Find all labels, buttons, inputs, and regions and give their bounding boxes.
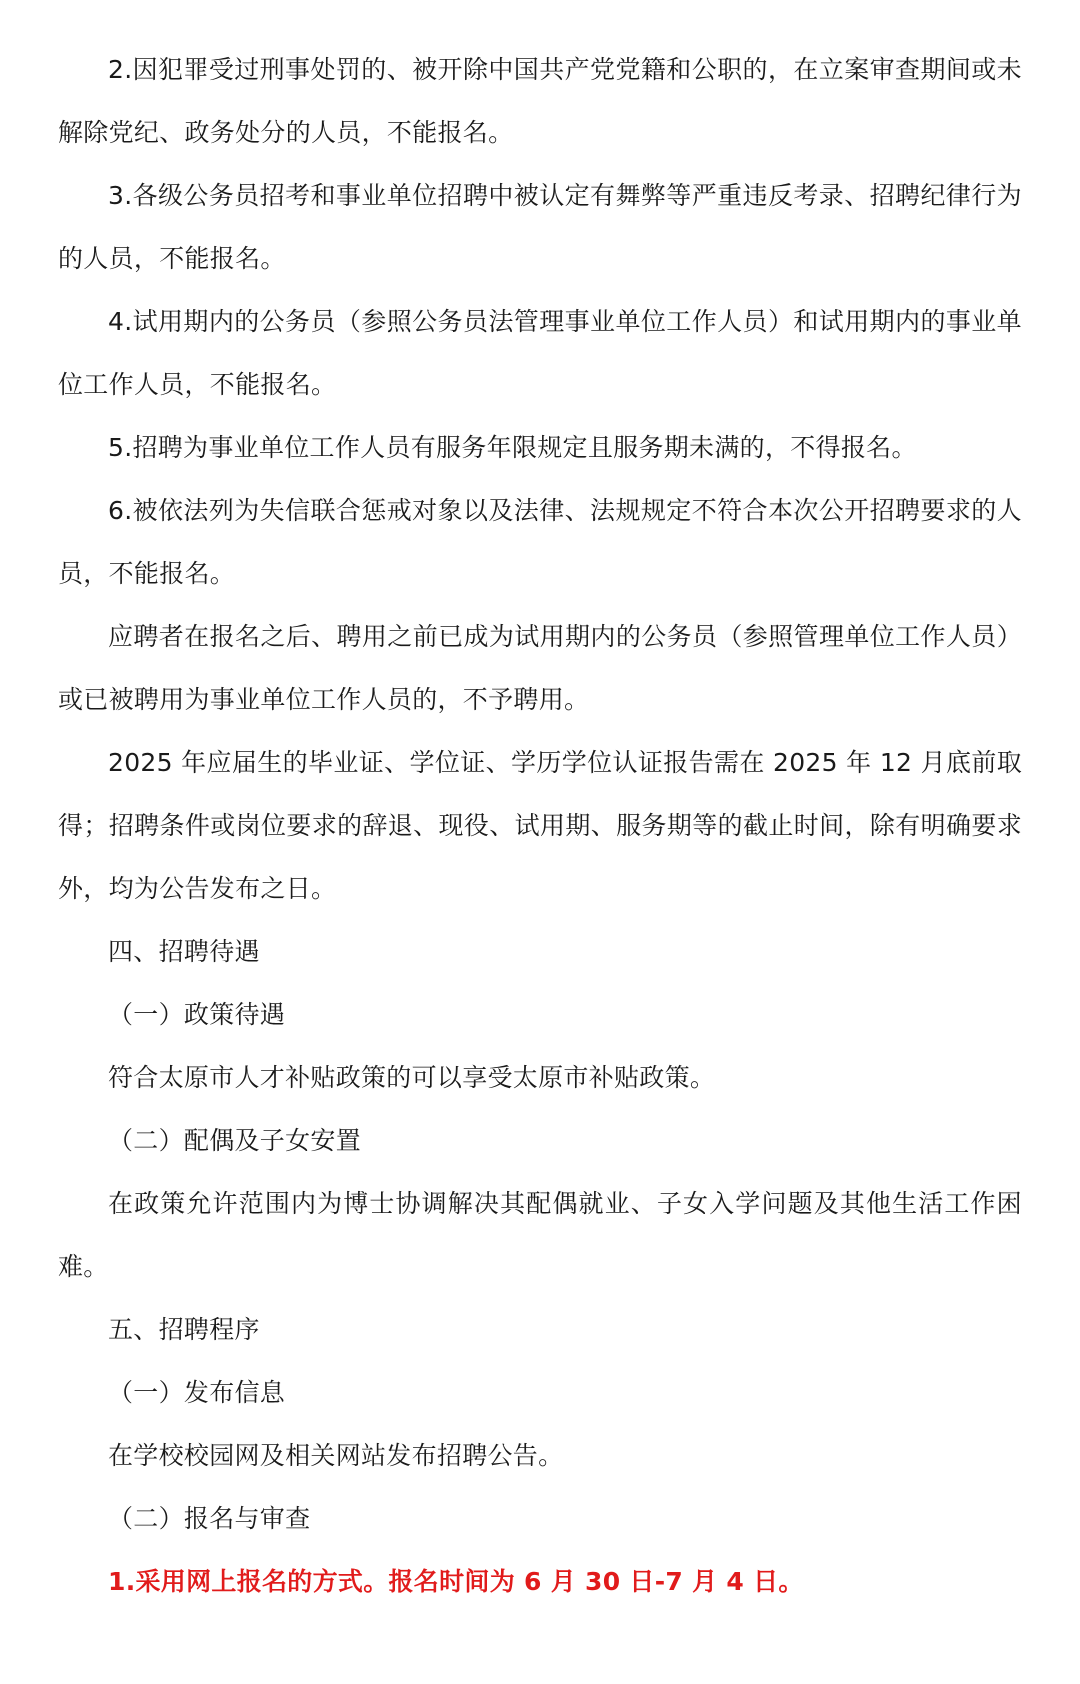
sub-heading-spouse: （二）配偶及子女安置	[108, 1126, 362, 1155]
paragraph-item-2: 2.因犯罪受过刑事处罚的、被开除中国共产党党籍和公职的，在立案审查期间或未解除党纪、政务处分的人员，不能报名。	[58, 55, 1022, 147]
paragraph-item-4: 4.试用期内的公务员（参照公务员法管理事业单位工作人员）和试用期内的事业单位工作人员，不能报名。	[58, 307, 1022, 399]
paragraph-registration-highlight: 1.采用网上报名的方式。报名时间为 6 月 30 日-7 月 4 日。	[108, 1567, 804, 1596]
paragraph-publish: 在学校校园网及相关网站发布招聘公告。	[108, 1441, 564, 1470]
paragraph-item-6: 6.被依法列为失信联合惩戒对象以及法律、法规规定不符合本次公开招聘要求的人员，不能报名。	[58, 496, 1022, 588]
section-heading-treatment: 四、招聘待遇	[108, 937, 260, 966]
sub-heading-registration: （二）报名与审查	[108, 1504, 311, 1533]
section-heading-procedure: 五、招聘程序	[108, 1315, 260, 1344]
paragraph-item-3: 3.各级公务员招考和事业单位招聘中被认定有舞弊等严重违反考录、招聘纪律行为的人员，不能报名。	[58, 181, 1022, 273]
sub-heading-policy: （一）政策待遇	[108, 1000, 286, 1029]
paragraph-policy: 符合太原市人才补贴政策的可以享受太原市补贴政策。	[108, 1063, 716, 1092]
paragraph-applicant-note: 应聘者在报名之后、聘用之前已成为试用期内的公务员（参照管理单位工作人员）或已被聘用为事业单位工作人员的，不予聘用。	[58, 622, 1022, 714]
paragraph-spouse: 在政策允许范围内为博士协调解决其配偶就业、子女入学问题及其他生活工作困难。	[58, 1189, 1022, 1281]
paragraph-item-5: 5.招聘为事业单位工作人员有服务年限规定且服务期未满的，不得报名。	[108, 433, 917, 462]
sub-heading-publish: （一）发布信息	[108, 1378, 286, 1407]
paragraph-graduate-note: 2025 年应届生的毕业证、学位证、学历学位认证报告需在 2025 年 12 月底前取得；招聘条件或岗位要求的辞退、现役、试用期、服务期等的截止时间，除有明确要求外，均为公告发布之日。	[58, 748, 1022, 903]
